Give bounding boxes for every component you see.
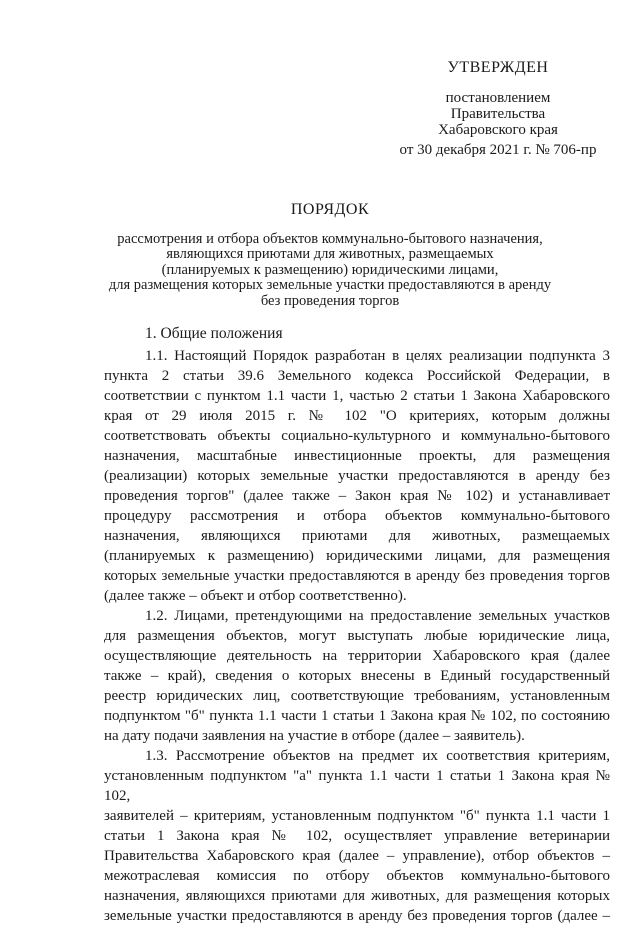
text-line: для размещения объектов, могут выступать любые юридические лица, xyxy=(104,628,610,644)
text-line: соответствии с пунктом 1.1 части 1, частью 2 статьи 1 Закона Хабаровского xyxy=(104,388,610,404)
text-line: Правительства Хабаровского края (далее – управление), отбор объектов – xyxy=(104,848,610,864)
text-line: на дату подачи заявления на участие в отборе (далее – заявитель). xyxy=(104,728,525,744)
text-line: процедуру рассмотрения и отбора объектов коммунально-бытового xyxy=(104,508,610,524)
text-line: подпунктом "б" пункта 1.1 части 1 статьи 1 Закона края № 102, по состоянию xyxy=(104,708,610,724)
text-line: (реализации) которых земельные участки предоставляются в аренду без xyxy=(104,468,610,484)
text-line: также – край), сведения о которых внесены в Единый государственный xyxy=(104,668,610,684)
approval-block xyxy=(380,60,616,158)
title-line: для размещения которых земельные участки предоставляются в аренду xyxy=(108,277,552,293)
text-line: 1.3. Рассмотрение объектов на предмет их соответствия критериям, xyxy=(145,748,610,764)
paragraph-1-2 xyxy=(104,606,610,746)
section-heading: 1. Общие положения xyxy=(145,325,283,342)
document-title: ПОРЯДОК xyxy=(290,201,370,218)
text-line: (далее также – объект и отбор соответственно). xyxy=(104,588,407,604)
text-line: пункта 2 статьи 39.6 Земельного кодекса Российской Федерации, в xyxy=(104,368,610,384)
text-line: заявителей – критериям, установленным подпунктом "б" пункта 1.1 части 1 xyxy=(104,808,610,824)
text-line: соответствовать объекты социально-культурного и коммунально-бытового xyxy=(104,428,610,444)
text-line: назначения, являющихся приютами для животных, для размещения которых xyxy=(104,888,610,904)
approval-line-region: Хабаровского края xyxy=(438,122,558,138)
text-line: которых земельные участки предоставляются в аренду без проведения торгов xyxy=(104,568,610,584)
document-body xyxy=(104,346,610,926)
approved-stamp-title: УТВЕРЖДЕН xyxy=(447,59,549,76)
text-line: назначения, масштабные инвестиционные проекты, для размещения xyxy=(104,448,610,464)
title-line: рассмотрения и отбора объектов коммунально-бытового назначения, xyxy=(117,230,543,247)
title-line: (планируемых к размещению) юридическими лицами, xyxy=(161,261,499,278)
approval-line-resolution: постановлением xyxy=(445,90,551,106)
document-title-block xyxy=(60,202,600,309)
text-line: края от 29 июля 2015 г. № 102 "О критериях, которым должны xyxy=(104,408,610,424)
paragraph-1-1 xyxy=(104,346,610,606)
text-line: 1.2. Лицами, претендующими на предоставление земельных участков xyxy=(145,608,610,624)
text-line: межотраслевая комиссия по отбору объектов коммунально-бытового xyxy=(104,868,610,884)
title-line: являющихся приютами для животных, размещаемых xyxy=(166,246,494,262)
text-line: реестр юридических лиц, соответствующие требованиям, установленным xyxy=(104,688,610,704)
text-line: земельные участки предоставляются в аренду без проведения торгов (далее – xyxy=(104,908,610,924)
text-line: установленным подпунктом "а" пункта 1.1 части 1 статьи 1 Закона края № 102, xyxy=(104,768,610,804)
text-line: проведения торгов" (далее также – Закон края № 102) и устанавливает xyxy=(104,488,610,504)
paragraph-1-3 xyxy=(104,746,610,926)
title-line: без проведения торгов xyxy=(260,292,400,309)
text-line: (планируемых к размещению) юридическими лицами, для размещения xyxy=(104,548,610,564)
text-line: назначения, являющихся приютами для животных, размещаемых xyxy=(104,528,610,544)
text-line: 1.1. Настоящий Порядок разработан в целях реализации подпункта 3 xyxy=(145,348,610,364)
approval-line-government: Правительства xyxy=(450,106,546,122)
text-line: статьи 1 Закона края № 102, осуществляет управление ветеринарии xyxy=(104,828,610,844)
text-line: осуществляющие деятельность на территории Хабаровского края (далее xyxy=(104,648,610,664)
approval-date-number: от 30 декабря 2021 г. № 706-пр xyxy=(399,142,597,158)
